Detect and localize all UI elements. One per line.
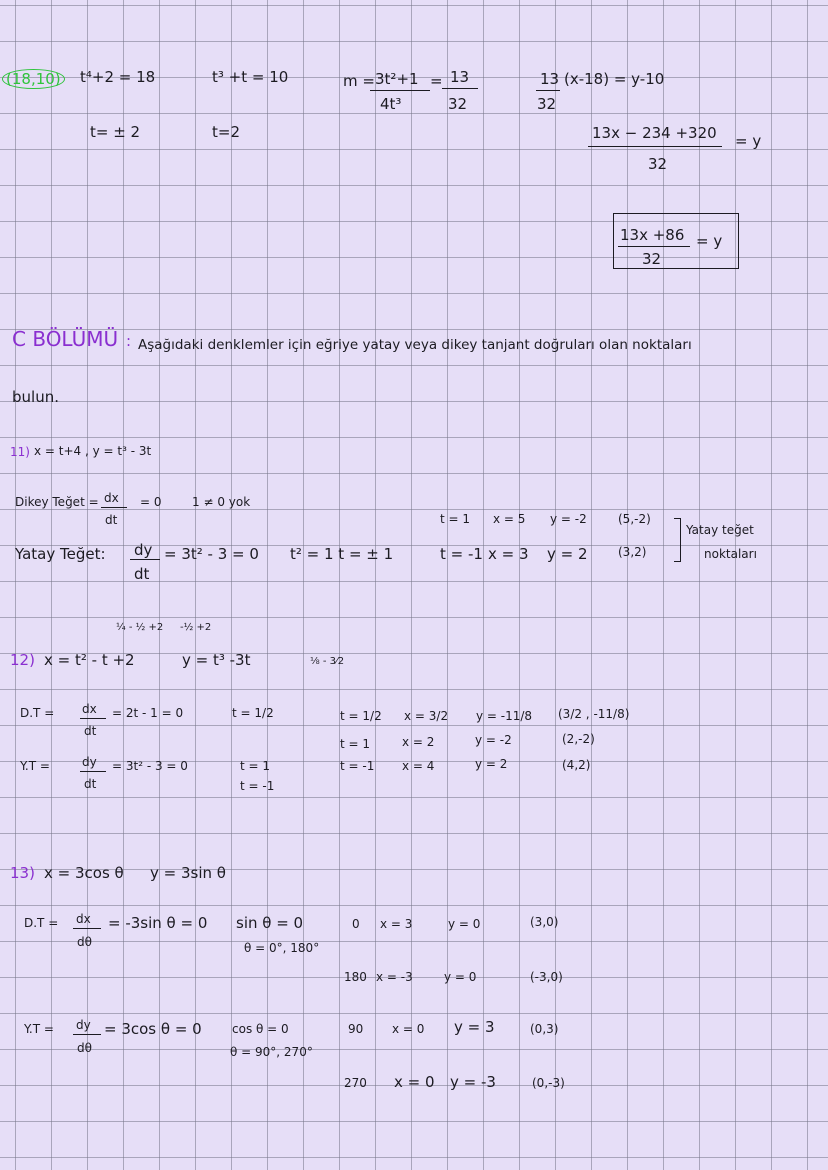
q12-dt-numerator: dx — [82, 702, 97, 716]
q11-row2-t: t = -1 — [440, 545, 483, 563]
q12-dt-rest: = 2t - 1 = 0 — [112, 706, 184, 720]
q12-dt-solution: t = 1/2 — [232, 706, 274, 720]
q11-dikey-label: Dikey Teğet = — [15, 495, 99, 509]
q12-row3-x: x = 4 — [402, 759, 435, 773]
slope-equals: = — [430, 72, 443, 90]
q11-row2-point: (3,2) — [618, 545, 647, 559]
q13-yt-denominator: dθ — [77, 1041, 92, 1055]
line-coef-denominator: 32 — [537, 95, 557, 113]
point-label: (18,10) — [2, 69, 65, 89]
final-rhs: = y — [696, 232, 723, 250]
q13-equation-x: x = 3cos θ — [44, 864, 124, 882]
q12-scratch-3: ⅛ - 3⁄2 — [310, 656, 345, 667]
q13-dt-label: D.T = — [24, 916, 59, 930]
q12-dt-denominator: dt — [84, 724, 97, 738]
q11-yatay-numerator: dy — [134, 541, 153, 559]
q13-dt-solution: θ = 0°, 180° — [244, 941, 320, 955]
q11-yatay-middle: t² = 1 t = ± 1 — [290, 545, 394, 563]
q11-yatay-rest: = 3t² - 3 = 0 — [164, 545, 259, 563]
q12-row2-point: (2,-2) — [562, 732, 595, 746]
q12-yt-rest: = 3t² - 3 = 0 — [112, 759, 188, 773]
q12-equation-x: x = t² - t +2 — [44, 651, 135, 669]
q11-row1-t: t = 1 — [440, 512, 471, 526]
q13-row1-point: (3,0) — [530, 915, 559, 929]
q12-yt-numerator: dy — [82, 755, 97, 769]
q11-dikey-denominator: dt — [105, 513, 118, 527]
solution-t2: t=2 — [212, 123, 240, 141]
q11-dikey-note: 1 ≠ 0 yok — [192, 495, 251, 509]
q13-yt-middle: cos θ = 0 — [232, 1022, 289, 1036]
q12-number: 12) — [10, 651, 35, 669]
q12-dt-label: D.T = — [20, 706, 55, 720]
q13-dt-rest: = -3sin θ = 0 — [108, 914, 208, 932]
q12-row3-point: (4,2) — [562, 758, 591, 772]
q12-row1-y: y = -11/8 — [476, 709, 533, 723]
q13-yt-numerator: dy — [76, 1018, 91, 1032]
q13-row3-angle: 90 — [348, 1022, 364, 1036]
q13-row3-x: x = 0 — [392, 1022, 425, 1036]
q13-row2-y: y = 0 — [444, 970, 477, 984]
q11-equation: x = t+4 , y = t³ - 3t — [34, 444, 152, 458]
q12-scratch-1: ¼ - ½ +2 — [116, 622, 164, 633]
q13-dt-numerator: dx — [76, 912, 91, 926]
q11-number: 11) — [10, 445, 30, 459]
q12-yt-solution-1: t = 1 — [240, 759, 271, 773]
q12-row2-y: y = -2 — [475, 733, 512, 747]
expanded-rhs: = y — [735, 132, 762, 150]
q13-row2-x: x = -3 — [376, 970, 413, 984]
q13-row4-point: (0,-3) — [532, 1076, 565, 1090]
slope-denominator: 4t³ — [380, 95, 402, 113]
section-instruction-end: bulun. — [12, 388, 59, 406]
q13-row2-point: (-3,0) — [530, 970, 563, 984]
q13-yt-label: Y.T = — [24, 1022, 54, 1036]
equation-t4: t⁴+2 = 18 — [80, 68, 156, 86]
q12-equation-y: y = t³ -3t — [182, 651, 251, 669]
q13-row2-angle: 180 — [344, 970, 367, 984]
q13-row1-y: y = 0 — [448, 917, 481, 931]
q13-yt-rest: = 3cos θ = 0 — [104, 1020, 202, 1038]
expanded-denominator: 32 — [648, 155, 668, 173]
final-numerator: 13x +86 — [620, 226, 685, 244]
q12-row2-t: t = 1 — [340, 737, 371, 751]
slope-value-numerator: 13 — [450, 68, 470, 86]
q11-yatay-denominator: dt — [134, 565, 150, 583]
q13-row3-point: (0,3) — [530, 1022, 559, 1036]
q11-brace — [674, 518, 681, 562]
q12-yt-denominator: dt — [84, 777, 97, 791]
q12-row2-x: x = 2 — [402, 735, 435, 749]
q12-row1-t: t = 1/2 — [340, 709, 382, 723]
q11-row1-x: x = 5 — [493, 512, 526, 526]
q11-dikey-rest: = 0 — [140, 495, 162, 509]
q11-dikey-numerator: dx — [104, 491, 119, 505]
q13-dt-denominator: dθ — [77, 935, 92, 949]
q13-row1-angle: 0 — [352, 917, 360, 931]
q13-row4-x: x = 0 — [394, 1073, 435, 1091]
q11-yatay-label: Yatay Teğet: — [15, 545, 106, 563]
q13-row4-y: y = -3 — [450, 1073, 496, 1091]
q12-row3-y: y = 2 — [475, 757, 508, 771]
solution-t-pm2: t= ± 2 — [90, 123, 141, 141]
q12-yt-solution-2: t = -1 — [240, 779, 275, 793]
q12-row1-x: x = 3/2 — [404, 709, 449, 723]
q13-dt-middle: sin θ = 0 — [236, 914, 304, 932]
q13-number: 13) — [10, 864, 35, 882]
q12-yt-label: Y.T = — [20, 759, 50, 773]
section-colon: : — [126, 332, 132, 350]
slope-prefix: m = — [343, 72, 375, 90]
section-title: C BÖLÜMÜ — [12, 327, 119, 351]
equation-t3: t³ +t = 10 — [212, 68, 289, 86]
line-equation-rest: (x-18) = y-10 — [564, 70, 665, 88]
slope-numerator: 3t²+1 — [375, 70, 419, 88]
q13-row1-x: x = 3 — [380, 917, 413, 931]
q12-row1-point: (3/2 , -11/8) — [558, 707, 630, 721]
q11-row1-y: y = -2 — [550, 512, 587, 526]
final-denominator: 32 — [642, 250, 662, 268]
q13-yt-solution: θ = 90°, 270° — [230, 1045, 313, 1059]
q13-row4-angle: 270 — [344, 1076, 367, 1090]
expanded-numerator: 13x − 234 +320 — [592, 124, 717, 142]
q11-brace-note-1: Yatay teğet — [686, 523, 754, 537]
q11-row2-y: y = 2 — [547, 545, 588, 563]
q13-equation-y: y = 3sin θ — [150, 864, 226, 882]
q11-row2-x: x = 3 — [488, 545, 529, 563]
q11-brace-note-2: noktaları — [704, 547, 757, 561]
q12-scratch-2: -½ +2 — [180, 622, 212, 633]
q12-row3-t: t = -1 — [340, 759, 375, 773]
section-instruction: Aşağıdaki denklemler için eğriye yatay veya dikey tanjant doğruları olan noktaları — [138, 337, 692, 353]
q13-row3-y: y = 3 — [454, 1018, 495, 1036]
q11-row1-point: (5,-2) — [618, 512, 651, 526]
slope-value-denominator: 32 — [448, 95, 468, 113]
line-coef-numerator: 13 — [540, 70, 560, 88]
